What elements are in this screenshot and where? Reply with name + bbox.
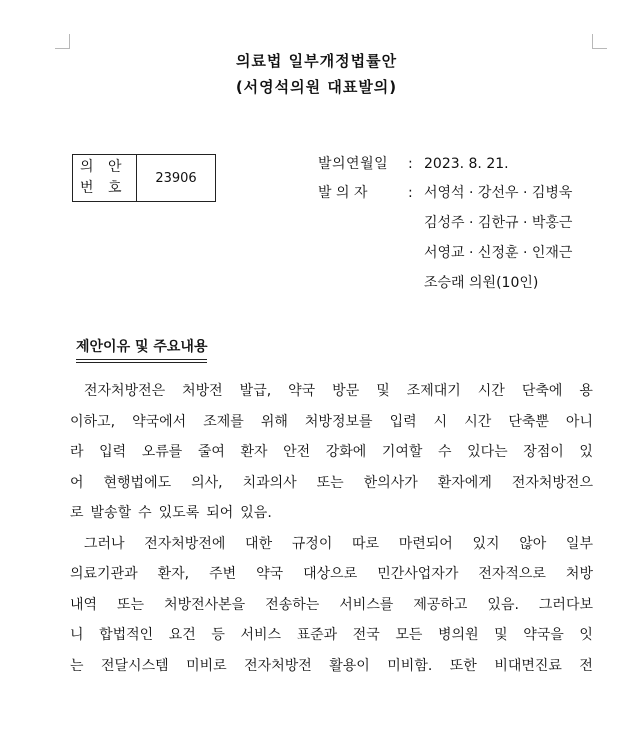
text-line (70, 437, 593, 468)
word: 또는 (117, 596, 145, 613)
word: 시간 (477, 383, 505, 399)
word: 전자처방전 (244, 657, 312, 674)
word: 잇 (579, 627, 593, 643)
word: 입력 (99, 444, 127, 460)
text-line (70, 529, 593, 560)
word: 전자적으로 (478, 566, 546, 582)
word: 그러나 (84, 535, 125, 552)
word: 치과의사 (242, 474, 297, 491)
word: 전자처방전으 (511, 474, 593, 491)
word: 의료기관과 (70, 566, 138, 582)
word: 한의사가 (363, 474, 418, 491)
text-line (70, 651, 593, 682)
proposer-list (424, 178, 572, 298)
document-subtitle: (서영석의원 대표발의) (235, 78, 398, 96)
word: 전 (579, 657, 593, 674)
word: 아니 (565, 413, 593, 430)
word: 약국을 (523, 627, 564, 643)
word: 주변 (209, 566, 237, 582)
word: 미비로 (186, 657, 227, 674)
word: 등 (211, 627, 225, 643)
text-line (70, 376, 593, 407)
proposal-date-label: 발의연월일 (318, 156, 389, 172)
word: 되어 (206, 505, 234, 521)
word: 용 (579, 383, 593, 399)
word: 조제를 (203, 413, 244, 430)
text-line (70, 407, 593, 438)
word: 모든 (395, 627, 423, 643)
word: 않아 (519, 535, 547, 552)
word: 있지 (472, 535, 500, 552)
proposer-line: 서영교 · 신정훈 · 인재근 (424, 245, 573, 261)
word: 단축에 (521, 383, 563, 399)
word: 입력 (389, 413, 417, 430)
word: 및 (376, 383, 390, 399)
bill-label-line2: 번 호 (80, 180, 127, 196)
word: 강화에 (325, 444, 367, 460)
word: 따로 (352, 535, 380, 552)
proposal-date-colon: : (408, 156, 413, 172)
word: 방문 (332, 383, 360, 399)
word: 있 (579, 444, 593, 460)
word: 규정이 (291, 535, 333, 552)
word: 장점이 (523, 444, 564, 460)
word: 있도록 (158, 505, 200, 521)
word: 전자처방전에 (144, 535, 226, 552)
word: 환자, (157, 566, 190, 582)
word: 민간사업자가 (377, 566, 459, 582)
word: 의사, (191, 474, 223, 491)
word: 처방전사본을 (164, 596, 246, 613)
word: 위해 (260, 413, 288, 430)
text-line (70, 559, 593, 590)
proposal-date-value: 2023. 8. 21. (424, 156, 509, 172)
word: 전송하는 (265, 596, 320, 613)
word: 미비함. (387, 657, 433, 674)
word: 및 (494, 627, 508, 643)
text-line (70, 620, 593, 651)
word: 있음. (240, 505, 272, 521)
word: 요건 (168, 627, 196, 643)
word: 서비스를 (339, 596, 394, 613)
text-line (70, 468, 593, 499)
word: 로 (70, 505, 84, 521)
word: 또한 (449, 657, 477, 674)
bill-label-line1: 의 안 (80, 159, 127, 175)
word: 기여할 (381, 444, 423, 460)
word: 전국 (352, 627, 380, 643)
word: 병의원 (438, 627, 479, 643)
word: 는 (70, 657, 84, 674)
word: 니 (70, 627, 84, 643)
body-text (70, 376, 593, 681)
text-line (70, 498, 593, 529)
bill-number-label (73, 155, 137, 201)
word: 있음. (487, 596, 519, 613)
word: 표준과 (296, 627, 338, 643)
text-line (70, 590, 593, 621)
word: 줄여 (197, 444, 225, 460)
word: 제공하고 (413, 596, 468, 613)
word: 마련되어 (398, 535, 453, 552)
proposer-line: 김성주 · 김한규 · 박홍근 (424, 215, 573, 231)
bill-number-box (72, 154, 216, 202)
word: 전자처방전은 (84, 383, 166, 399)
paragraph-2 (70, 529, 593, 682)
word: 내역 (70, 596, 98, 613)
proposer-line: 조승래 의원(10인) (424, 275, 539, 291)
word: 시간 (464, 413, 492, 430)
word: 약국 (288, 383, 316, 399)
word: 환자 (240, 444, 268, 460)
word: 안전 (283, 444, 311, 460)
word: 합법적인 (99, 627, 154, 643)
document-title: 의료법 일부개정법률안 (235, 52, 398, 70)
word: 오류를 (141, 444, 183, 460)
bill-number-value: 23906 (155, 170, 197, 186)
word: 발송할 (90, 505, 132, 521)
word: 수 (438, 444, 452, 460)
proposer-label: 발 의 자 (318, 185, 368, 201)
word: 처방전 (182, 383, 223, 399)
word: 처방정보를 (304, 413, 373, 430)
crop-mark-top-right (592, 34, 607, 49)
word: 단축뿐 (508, 413, 549, 430)
word: 발급, (239, 383, 272, 399)
word: 약국 (256, 566, 284, 582)
word: 라 (70, 444, 84, 460)
word: 현행법에도 (103, 474, 172, 491)
word: 조제대기 (406, 383, 461, 399)
paragraph-1 (70, 376, 593, 529)
word: 일부 (565, 535, 593, 552)
word: 대한 (245, 535, 273, 552)
section-heading: 제안이유 및 주요내용 (76, 336, 207, 360)
word: 또는 (316, 474, 344, 491)
word: 약국에서 (132, 413, 187, 430)
word: 대상으로 (303, 566, 358, 582)
word: 그러다보 (538, 596, 593, 613)
proposer-line: 서영석 · 강선우 · 김병욱 (424, 185, 573, 201)
word: 어 (70, 474, 84, 491)
word: 이하고, (70, 413, 116, 430)
crop-mark-top-left (55, 34, 70, 49)
word: 서비스 (240, 627, 282, 643)
word: 활용이 (329, 657, 370, 674)
word: 전달시스템 (101, 657, 169, 674)
proposer-colon: : (408, 185, 413, 201)
word: 환자에게 (437, 474, 492, 491)
word: 시 (433, 413, 448, 430)
word: 수 (138, 505, 152, 521)
word: 비대면진료 (494, 657, 562, 674)
word: 처방 (565, 566, 593, 582)
word: 있다는 (467, 444, 508, 460)
